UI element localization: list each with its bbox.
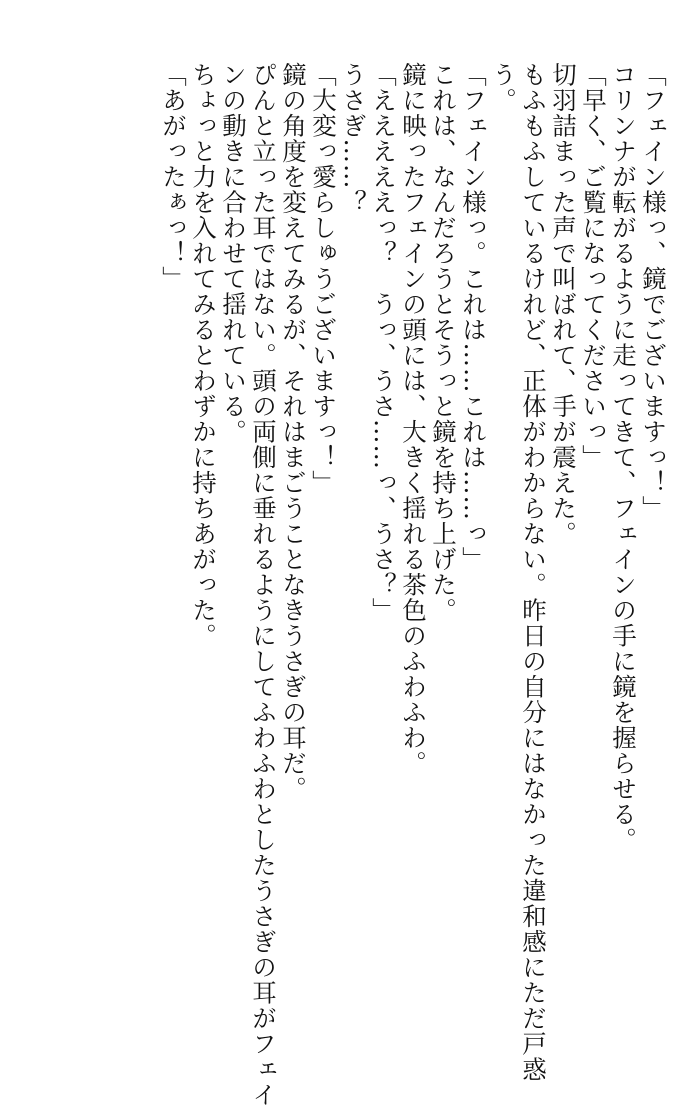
text-line: 鏡の角度を変えてみるが、それはまごうことなきうさぎの耳だ。 <box>279 62 308 802</box>
text-line: もふもふしているけれど、正体がわからない。昨日の自分にはなかった違和感にただ戸惑 <box>519 62 548 1082</box>
text-line: うさぎ……？ <box>339 62 368 215</box>
text-line: 切羽詰まった声で叫ばれて、手が震えた。 <box>549 62 578 547</box>
text-line: ンの動きに合わせて揺れている。 <box>219 62 248 445</box>
text-line: 「フェイン様っ、鏡でございますっ！」 <box>639 62 668 521</box>
text-line: ちょっと力を入れてみるとわずかに持ちあがった。 <box>189 62 218 649</box>
text-line: 「早く、ご覧になってくださいっ」 <box>579 62 608 470</box>
text-line: う。 <box>489 62 518 113</box>
text-line: 鏡に映ったフェインの頭には、大きく揺れる茶色のふわふわ。 <box>399 62 428 776</box>
text-line: これは、なんだろうとそうっと鏡を持ち上げた。 <box>429 62 458 623</box>
vertical-text-body <box>158 62 668 1108</box>
text-line: 「大変っ愛らしゅうございますっ！」 <box>309 62 338 496</box>
text-line: 「フェイン様っ。これは……これは……っ」 <box>459 62 488 572</box>
text-line: 「あがったぁっ！」 <box>159 62 188 292</box>
text-line: コリンナが転がるように走ってきて、フェインの手に鏡を握らせる。 <box>609 62 638 853</box>
text-line: ぴんと立った耳ではない。頭の両側に垂れるようにしてふわふわとしたうさぎの耳がフェイ <box>249 62 278 1108</box>
text-line: 「えええええっ？ うっ、うさ……っ、うさ？」 <box>369 62 398 623</box>
